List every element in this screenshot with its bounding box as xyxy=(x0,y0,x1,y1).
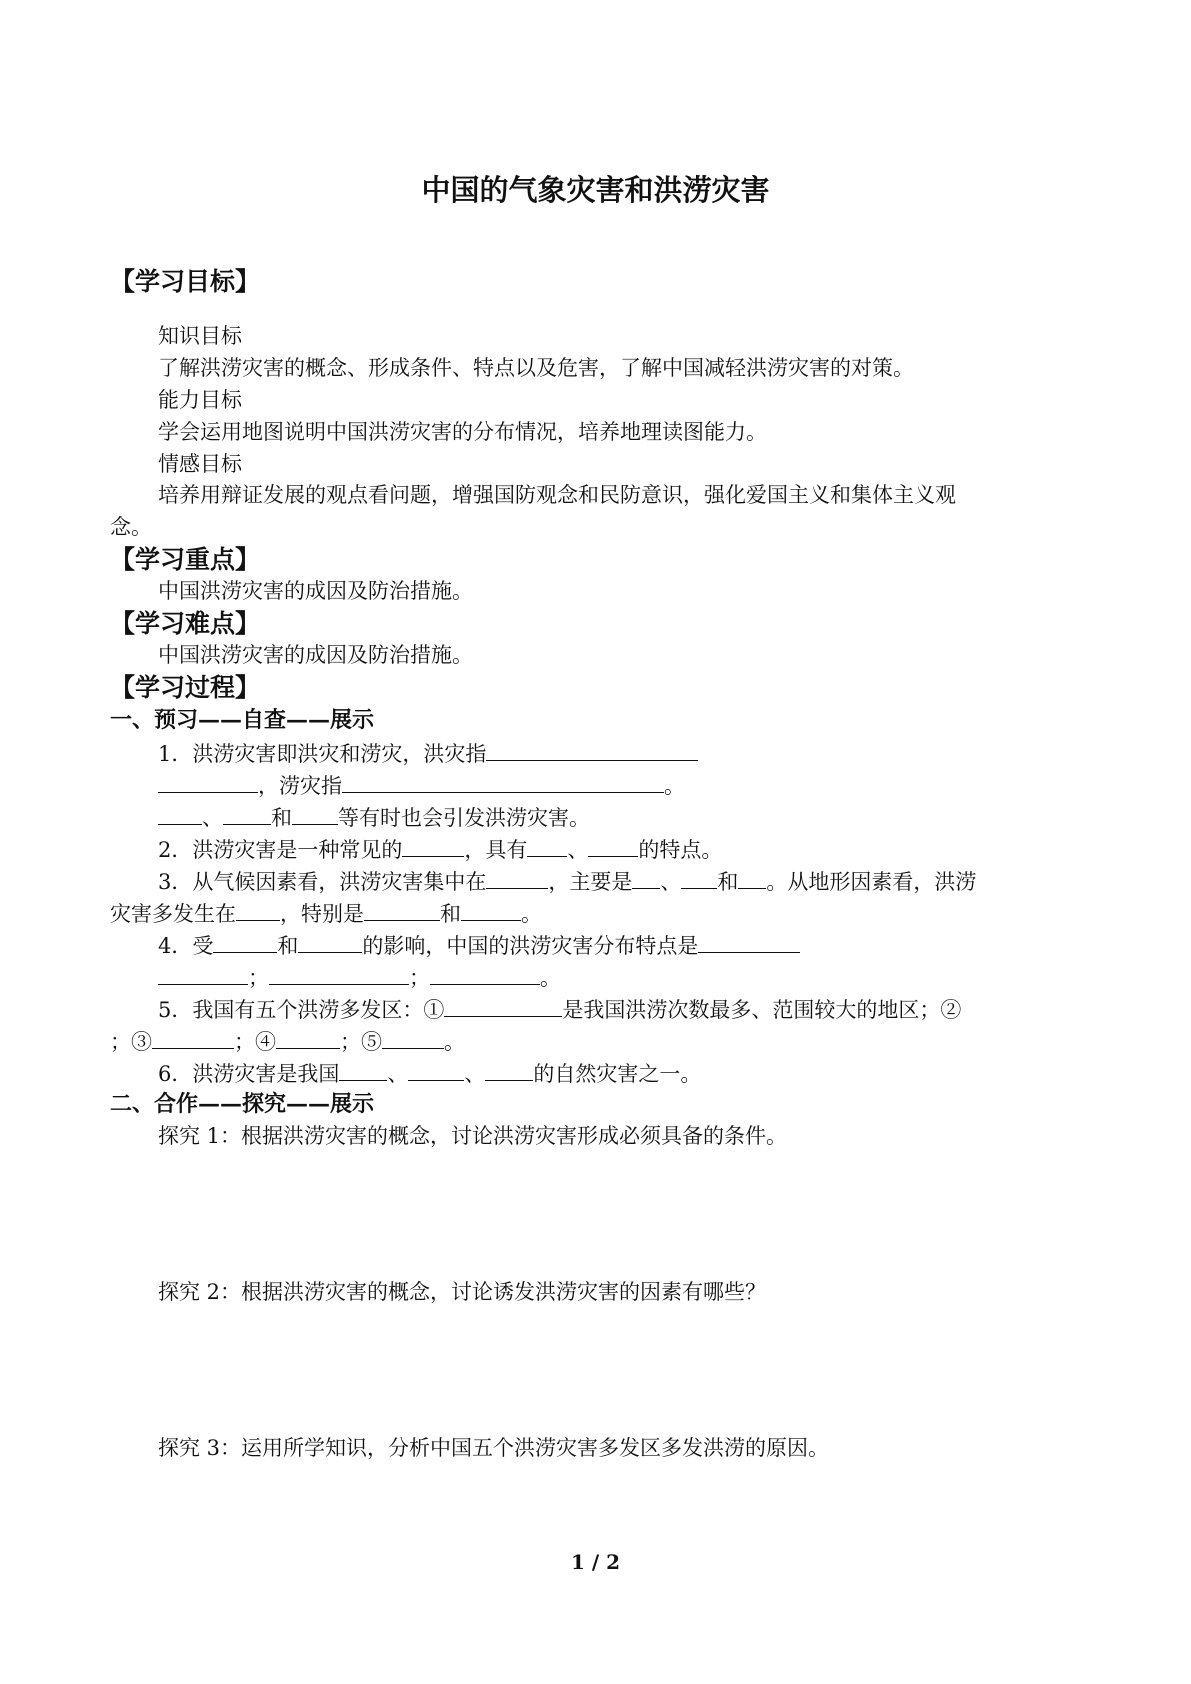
objectives-heading: 【学习目标】 xyxy=(110,267,261,296)
explore-1: 探究 1：根据洪涝灾害的概念，讨论洪涝灾害形成必须具备的条件。 xyxy=(158,1124,788,1148)
blank[interactable] xyxy=(461,898,521,921)
difficulties-text: 中国洪涝灾害的成因及防治措施。 xyxy=(158,643,473,667)
question-6: 6．洪涝灾害是我国 、 、 的自然灾害之一。 xyxy=(158,1058,701,1088)
blank[interactable] xyxy=(444,994,562,1017)
explore-2: 探究 2：根据洪涝灾害的概念，讨论诱发洪涝灾害的因素有哪些？ xyxy=(158,1280,767,1304)
blank[interactable] xyxy=(402,834,464,857)
knowledge-label: 知识目标 xyxy=(158,324,242,348)
blank[interactable] xyxy=(158,962,248,985)
blank[interactable] xyxy=(152,1026,234,1049)
question-4-line1: 4．受 和 的影响，中国的洪涝灾害分布特点是 xyxy=(158,930,800,960)
blank[interactable] xyxy=(486,738,698,761)
blank[interactable] xyxy=(339,1058,387,1081)
blank[interactable] xyxy=(269,962,409,985)
blank[interactable] xyxy=(223,802,271,825)
blank[interactable] xyxy=(738,866,766,889)
section2-heading: 二、合作——探究——展示 xyxy=(110,1091,375,1117)
page-number: 1 / 2 xyxy=(570,1550,621,1574)
question-1-line3: 、 和 等有时也会引发洪涝灾害。 xyxy=(158,802,590,832)
key-points-heading: 【学习重点】 xyxy=(110,545,261,574)
emotion-text-line2: 念。 xyxy=(110,515,152,539)
question-5-line1: 5．我国有五个洪涝多发区：① 是我国洪涝次数最多、范围较大的地区；② xyxy=(158,994,961,1024)
blank[interactable] xyxy=(213,930,277,953)
question-1-line1: 1．洪涝灾害即洪灾和涝灾，洪灾指 xyxy=(158,738,698,768)
explore-3: 探究 3：运用所学知识，分析中国五个洪涝灾害多发区多发洪涝的原因。 xyxy=(158,1436,830,1460)
blank[interactable] xyxy=(158,770,258,793)
section1-heading: 一、预习——自查——展示 xyxy=(110,707,375,733)
blank[interactable] xyxy=(276,1026,340,1049)
blank[interactable] xyxy=(430,962,540,985)
page-title: 中国的气象灾害和洪涝灾害 xyxy=(421,173,770,207)
question-3-line1: 3．从气候因素看，洪涝灾害集中在 ，主要是 、 和 。从地形因素看，洪涝 xyxy=(158,866,976,896)
key-points-text: 中国洪涝灾害的成因及防治措施。 xyxy=(158,579,473,603)
blank[interactable] xyxy=(632,866,660,889)
blank[interactable] xyxy=(364,898,440,921)
blank[interactable] xyxy=(236,898,280,921)
ability-label: 能力目标 xyxy=(158,388,242,412)
blank[interactable] xyxy=(382,1026,444,1049)
question-1-line2: ，涝灾指 。 xyxy=(158,770,685,800)
blank[interactable] xyxy=(588,834,638,857)
emotion-text-line1: 培养用辩证发展的观点看问题，增强国防观念和民防意识，强化爱国主义和集体主义观 xyxy=(158,483,956,507)
blank[interactable] xyxy=(342,770,664,793)
question-4-line2: ； ； 。 xyxy=(158,962,561,992)
ability-text: 学会运用地图说明中国洪涝灾害的分布情况，培养地理读图能力。 xyxy=(158,420,767,444)
emotion-label: 情感目标 xyxy=(158,452,242,476)
blank[interactable] xyxy=(408,1058,464,1081)
blank[interactable] xyxy=(698,930,800,953)
blank[interactable] xyxy=(485,1058,533,1081)
blank[interactable] xyxy=(681,866,717,889)
question-2: 2．洪涝灾害是一种常见的 ，具有 、 的特点。 xyxy=(158,834,722,864)
question-3-line2: 灾害多发生在 ，特别是 和 。 xyxy=(110,898,542,928)
blank[interactable] xyxy=(298,930,362,953)
process-heading: 【学习过程】 xyxy=(110,673,261,702)
blank[interactable] xyxy=(527,834,567,857)
difficulties-heading: 【学习难点】 xyxy=(110,609,261,638)
blank[interactable] xyxy=(486,866,548,889)
question-5-line2: ；③ ；④ ；⑤ 。 xyxy=(110,1026,465,1056)
knowledge-text: 了解洪涝灾害的概念、形成条件、特点以及危害，了解中国减轻洪涝灾害的对策。 xyxy=(158,356,914,380)
blank[interactable] xyxy=(158,802,202,825)
blank[interactable] xyxy=(292,802,338,825)
